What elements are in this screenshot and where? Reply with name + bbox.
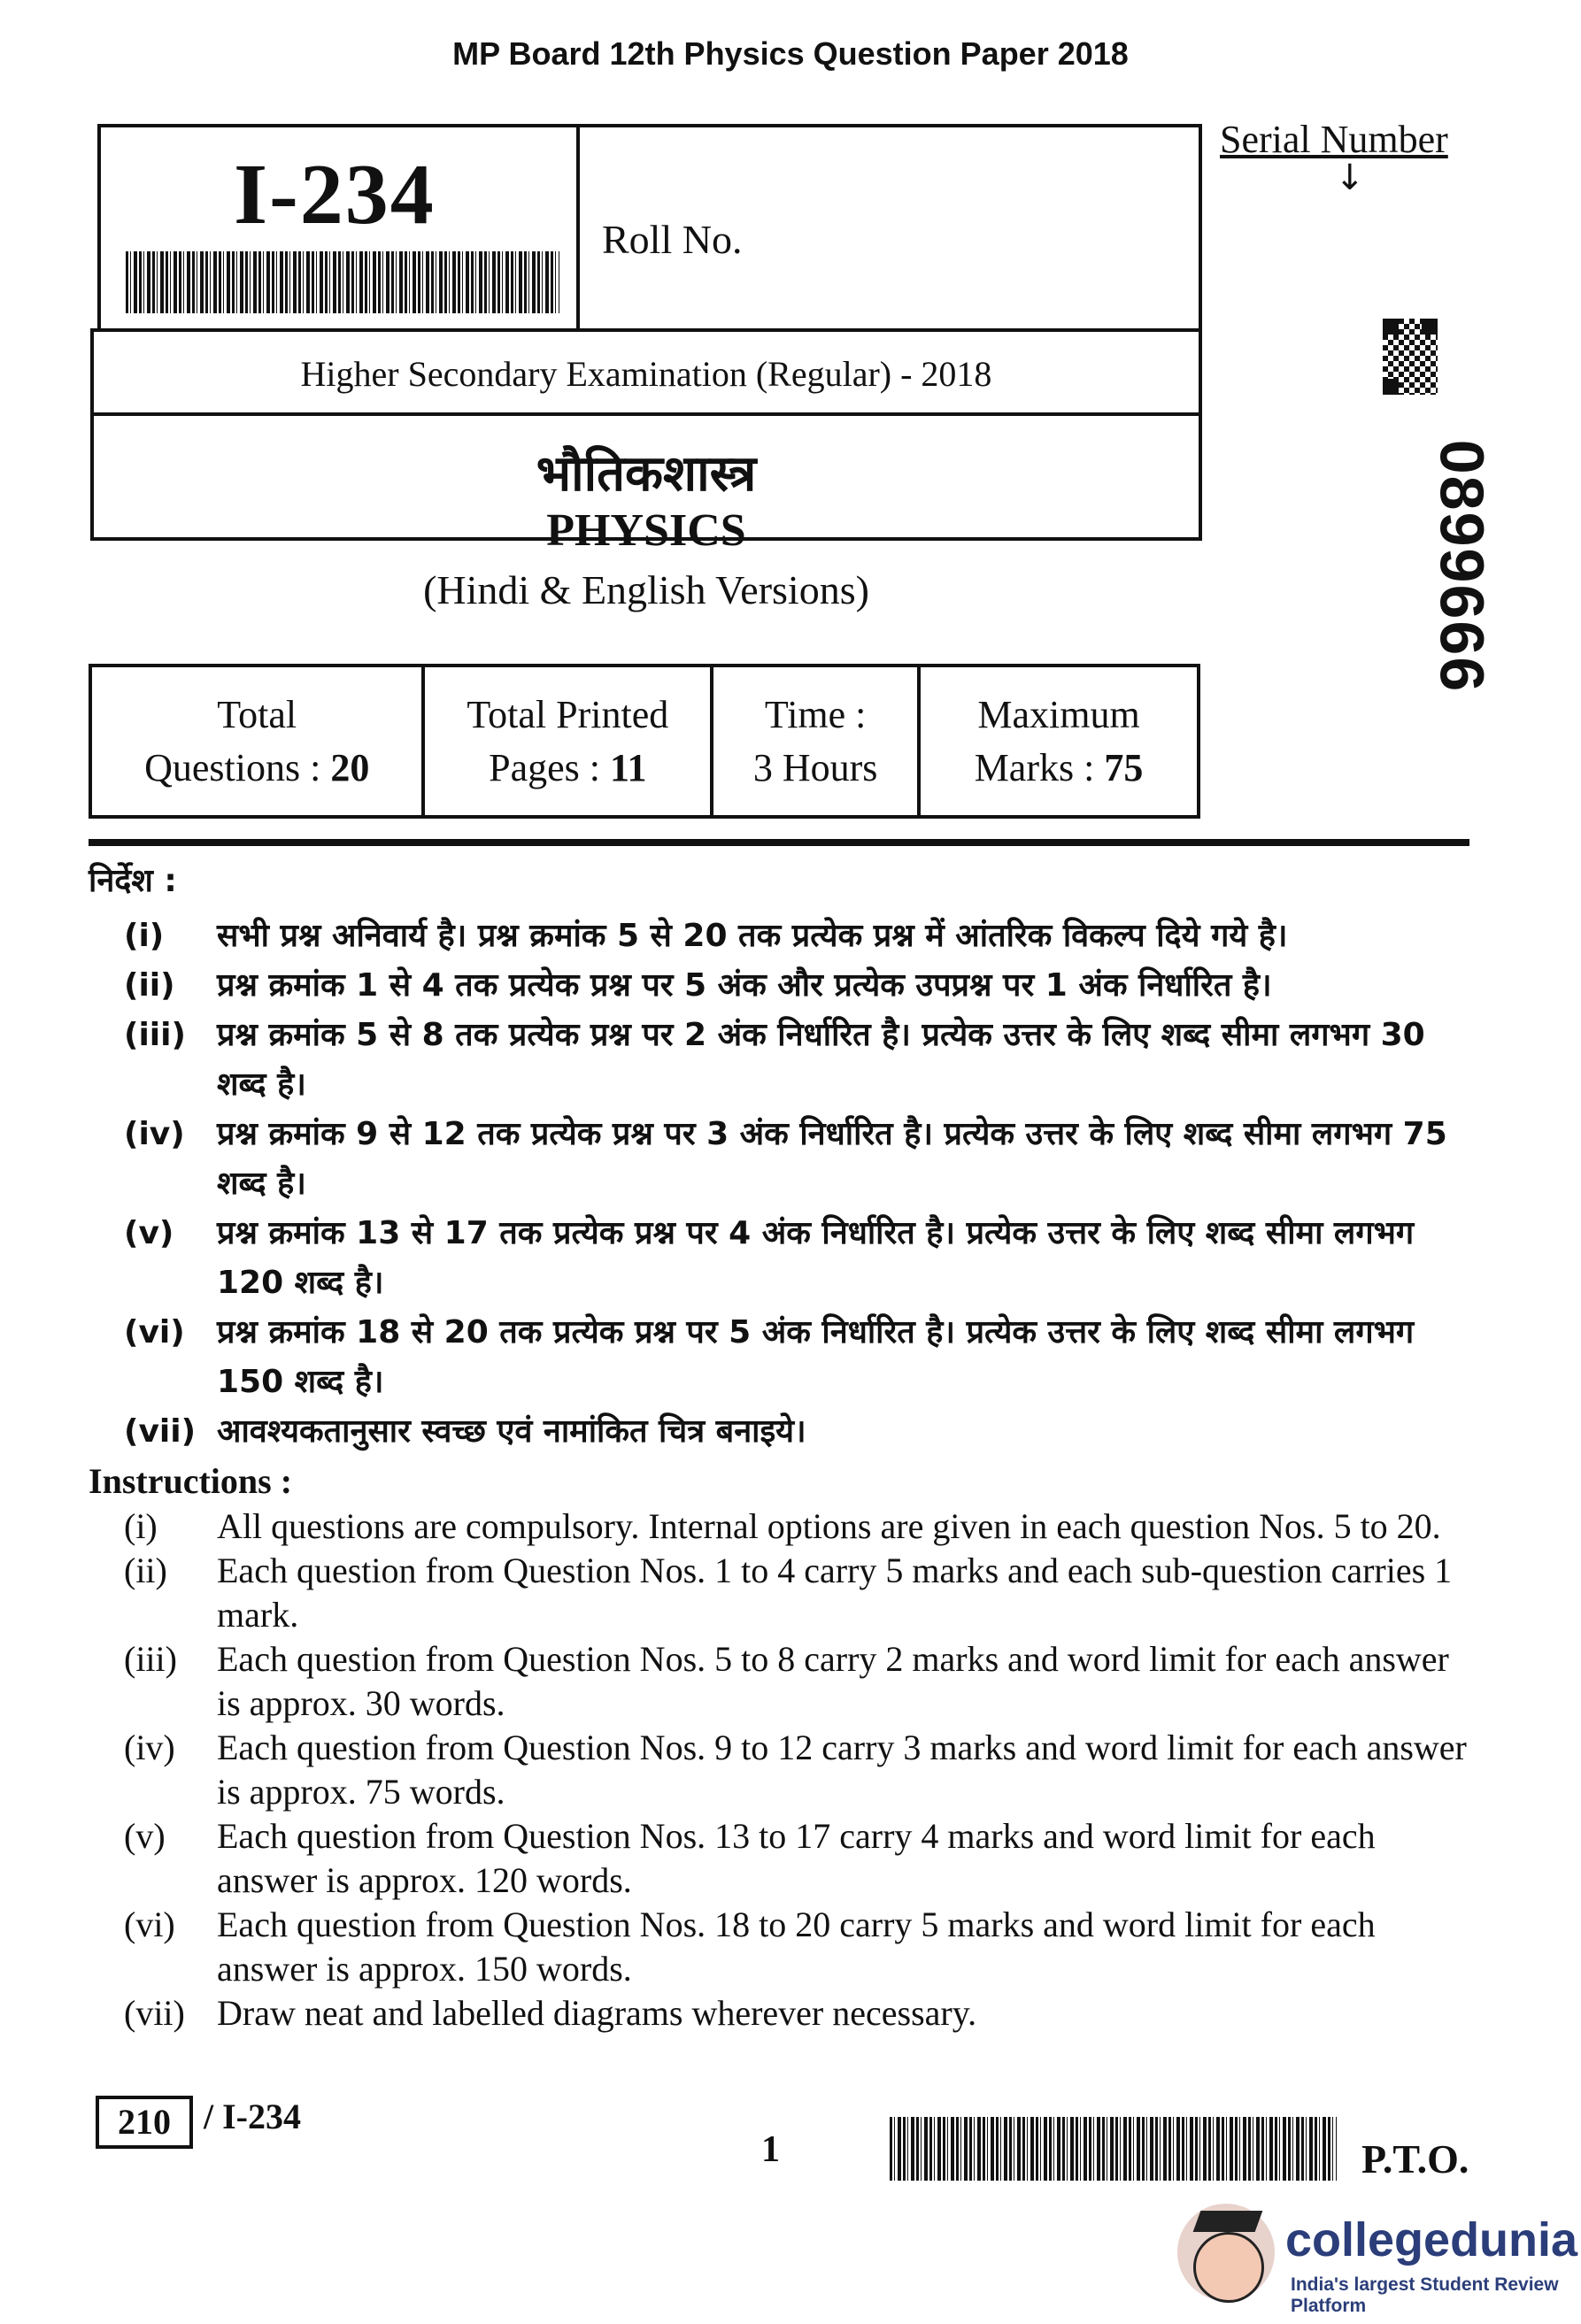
item-text: प्रश्न क्रमांक 5 से 8 तक प्रत्येक प्रश्न पर 2 अंक निर्धारित है। प्रत्येक उत्तर के लिए शब्द सीमा लगभग 30 शब्द है। bbox=[217, 1017, 1425, 1103]
item-text: Each question from Question Nos. 1 to 4 carry 5 marks and each sub-question carries 1 mark. bbox=[217, 1551, 1453, 1635]
item-number: (iv) bbox=[124, 1116, 185, 1152]
list-item bbox=[124, 1726, 1478, 1814]
exam-subject-cell bbox=[90, 328, 1202, 612]
item-text: Each question from Question Nos. 9 to 12 carry 3 marks and word limit for each answer is approx. 75 words. bbox=[217, 1728, 1467, 1812]
serial-number: 0899666 bbox=[1427, 439, 1497, 694]
item-number: (iii) bbox=[124, 1017, 186, 1053]
list-item bbox=[124, 1504, 1478, 1549]
item-number: (v) bbox=[124, 1215, 174, 1251]
list-item bbox=[124, 1011, 1478, 1110]
list-item bbox=[124, 1991, 1478, 2035]
paper-code: I-234 bbox=[234, 147, 436, 242]
item-text: सभी प्रश्न अनिवार्य है। प्रश्न क्रमांक 5 से 20 तक प्रत्येक प्रश्न में आंतरिक विकल्प दिये गये है। bbox=[217, 918, 1288, 954]
barcode-icon bbox=[126, 251, 559, 313]
item-number: (iv) bbox=[124, 1728, 175, 1767]
marks-label2: Marks : bbox=[974, 745, 1095, 789]
marks-label1: Maximum bbox=[977, 692, 1140, 736]
brand-tagline: India's largest Student Review Platform bbox=[1291, 2274, 1559, 2316]
item-text: Each question from Question Nos. 5 to 8 carry 2 marks and word limit for each answer is approx. 30 words. bbox=[217, 1639, 1449, 1723]
item-number: (vi) bbox=[124, 1314, 185, 1351]
marks-value: 75 bbox=[1104, 745, 1144, 789]
item-text: प्रश्न क्रमांक 1 से 4 तक प्रत्येक प्रश्न पर 5 अंक और प्रत्येक उपप्रश्न पर 1 अंक निर्धारित है। bbox=[217, 967, 1272, 1004]
roll-label: Roll No. bbox=[602, 217, 743, 262]
page-title: MP Board 12th Physics Question Paper 2018 bbox=[452, 35, 1129, 72]
pages-label1: Total Printed bbox=[467, 692, 669, 736]
list-item bbox=[124, 1407, 1478, 1457]
item-number: (vii) bbox=[124, 1993, 185, 2033]
brand-mascot-icon bbox=[1193, 2232, 1264, 2303]
questions-value: 20 bbox=[330, 745, 370, 789]
list-item bbox=[124, 961, 1478, 1011]
time-label: Time : bbox=[764, 692, 867, 736]
footer-barcode-icon bbox=[890, 2117, 1337, 2181]
roll-number-cell bbox=[576, 124, 1202, 332]
english-instructions-heading: Instructions : bbox=[89, 1461, 293, 1501]
item-number: (vi) bbox=[124, 1905, 175, 1944]
list-item bbox=[124, 1549, 1478, 1637]
item-number: (ii) bbox=[124, 1551, 167, 1590]
page-number: 1 bbox=[761, 2129, 780, 2170]
item-text: All questions are compulsory. Internal options are given in each question Nos. 5 to 20. bbox=[217, 1506, 1441, 1546]
item-text: आवश्यकतानुसार स्वच्छ एवं नामांकित चित्र बनाइये। bbox=[217, 1413, 806, 1450]
item-number: (vii) bbox=[124, 1413, 197, 1450]
list-item bbox=[124, 1637, 1478, 1726]
brand-name: collegedunia bbox=[1285, 2213, 1578, 2266]
questions-label2: Questions : bbox=[144, 745, 321, 789]
pages-value: 11 bbox=[609, 745, 647, 789]
paper-code-cell bbox=[97, 124, 580, 332]
list-item bbox=[124, 1110, 1478, 1209]
item-text: प्रश्न क्रमांक 18 से 20 तक प्रत्येक प्रश्न पर 5 अंक निर्धारित है। प्रत्येक उत्तर के लिए शब्द सीमा लगभग 150 शब्द है। bbox=[217, 1314, 1415, 1400]
hindi-instructions-heading: निर्देश : bbox=[89, 863, 177, 899]
subject-hindi: भौतिकशास्त्र bbox=[536, 445, 757, 503]
brand-watermark bbox=[1160, 2186, 1576, 2319]
item-text: Draw neat and labelled diagrams wherever necessary. bbox=[217, 1993, 977, 2033]
english-instructions-list bbox=[124, 1504, 1478, 2035]
item-text: Each question from Question Nos. 13 to 17 carry 4 marks and word limit for each answer is approx. 120 words. bbox=[217, 1816, 1376, 1900]
exam-name: Higher Secondary Examination (Regular) - 2018 bbox=[94, 332, 1199, 416]
item-number: (i) bbox=[124, 1506, 158, 1546]
subject-versions: (Hindi & English Versions) bbox=[423, 567, 869, 612]
serial-number-label: Serial Number bbox=[1220, 118, 1448, 161]
list-item bbox=[124, 1814, 1478, 1903]
total-pages bbox=[425, 667, 713, 815]
pto-label: P.T.O. bbox=[1361, 2136, 1469, 2182]
subject-english: PHYSICS bbox=[546, 505, 746, 556]
qr-code-icon bbox=[1383, 319, 1438, 395]
time-value: 3 Hours bbox=[752, 745, 878, 789]
item-number: (i) bbox=[124, 918, 165, 954]
questions-label1: Total bbox=[217, 692, 297, 736]
list-item bbox=[124, 1903, 1478, 1991]
item-number: (ii) bbox=[124, 967, 175, 1004]
maximum-marks bbox=[921, 667, 1197, 815]
arrow-down-icon: ↓ bbox=[1335, 158, 1365, 198]
item-number: (v) bbox=[124, 1816, 166, 1856]
total-questions bbox=[92, 667, 425, 815]
item-text: प्रश्न क्रमांक 13 से 17 तक प्रत्येक प्रश्न पर 4 अंक निर्धारित है। प्रत्येक उत्तर के लिए शब्द सीमा लगभग 120 शब्द है। bbox=[217, 1215, 1415, 1301]
item-number: (iii) bbox=[124, 1639, 177, 1679]
item-text: Each question from Question Nos. 18 to 20 carry 5 marks and word limit for each answer is approx. 150 words. bbox=[217, 1905, 1376, 1989]
list-item bbox=[124, 1209, 1478, 1308]
item-text: प्रश्न क्रमांक 9 से 12 तक प्रत्येक प्रश्न पर 3 अंक निर्धारित है। प्रत्येक उत्तर के लिए शब्द सीमा लगभग 75 शब्द है। bbox=[217, 1116, 1447, 1202]
list-item bbox=[124, 912, 1478, 961]
footer-box-number: 210 bbox=[96, 2096, 193, 2149]
pages-label2: Pages : bbox=[489, 745, 600, 789]
list-item bbox=[124, 1308, 1478, 1407]
graduation-cap-icon bbox=[1193, 2211, 1263, 2232]
paper-meta-row bbox=[89, 664, 1200, 819]
divider bbox=[89, 839, 1469, 846]
hindi-instructions-list bbox=[124, 912, 1478, 1457]
time bbox=[713, 667, 921, 815]
footer-paper-code: / I-234 bbox=[204, 2097, 301, 2136]
